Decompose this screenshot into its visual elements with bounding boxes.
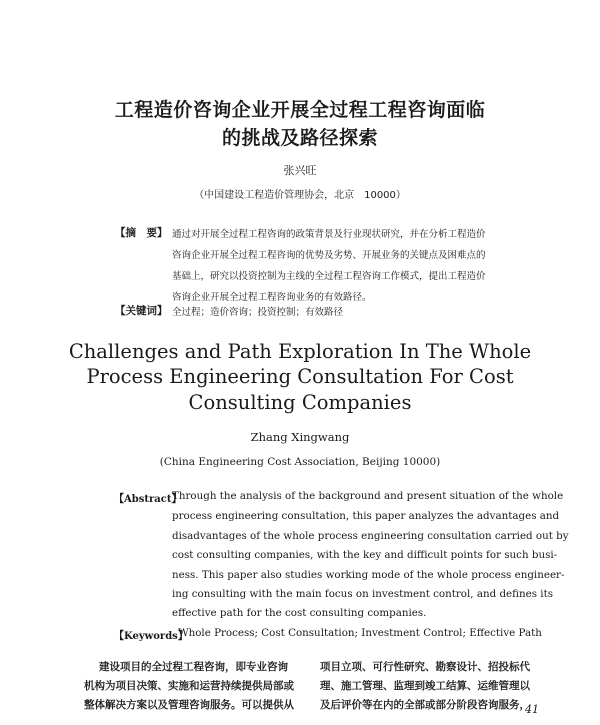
page-number: 41 [525, 703, 539, 716]
cn-abstract-line: 咨询企业开展全过程工程咨询的优势及劣势、开展业务的关键点及困难点的 [172, 250, 486, 261]
en-abstract-line: ing consulting with the main focus on investment control, and defines its [172, 588, 554, 600]
en-keywords-text: Whole Process; Cost Consultation; Investment Control; Effective Path [178, 627, 542, 639]
en-title-line-1: Challenges and Path Exploration In The Whole [68, 340, 532, 363]
en-title-line-2: Process Engineering Consultation For Cost [86, 365, 514, 388]
cn-abstract-line: 通过对开展全过程工程咨询的政策背景及行业现状研究，并在分析工程造价 [172, 229, 486, 240]
en-abstract-line: effective path for the cost consulting companies. [172, 607, 427, 619]
cn-abstract-label: 【摘 要】 [115, 227, 168, 239]
en-title-line-3: Consulting Companies [188, 391, 412, 414]
cn-keywords-label: 【关键词】 [115, 305, 168, 317]
body-left-line: 建设项目的全过程工程咨询，即专业咨询 [99, 661, 288, 673]
body-left-line: 整体解决方案以及管理咨询服务。可以提供从 [84, 699, 294, 711]
en-abstract-line: process engineering consultation, this paper analyzes the advantages and [172, 510, 560, 522]
body-right-line: 理、施工管理、监理到竣工结算、运维管理以 [320, 680, 530, 692]
cn-author: 张兴旺 [283, 164, 317, 177]
en-keywords-label: 【Keywords】 [114, 631, 188, 642]
en-abstract-line: cost consulting companies, with the key and difficult points for such busi- [172, 549, 558, 561]
cn-title-line-2: 的挑战及路径探索 [221, 127, 378, 149]
en-abstract-label: 【Abstract】 [114, 494, 182, 505]
cn-title-line-1: 工程造价咨询企业开展全过程工程咨询面临 [114, 99, 486, 121]
en-author: Zhang Xingwang [250, 430, 350, 444]
en-abstract-line: ness. This paper also studies working mode of the whole process engineer- [172, 569, 565, 581]
body-left-line: 机构为项目决策、实施和运营持续提供局部或 [84, 680, 294, 692]
cn-affiliation: （中国建设工程造价管理协会，北京 10000） [194, 190, 406, 201]
body-right-line: 及后评价等在内的全部或部分阶段咨询服务， [320, 699, 530, 711]
en-abstract-line: Through the analysis of the background and present situation of the whole [172, 490, 564, 502]
cn-keywords-text: 全过程；造价咨询；投资控制；有效路径 [172, 307, 344, 318]
body-right-line: 项目立项、可行性研究、勘察设计、招投标代 [320, 661, 530, 673]
cn-abstract-line: 基础上，研究以投资控制为主线的全过程工程咨询工作模式，提出工程造价 [172, 271, 486, 282]
en-affiliation: (China Engineering Cost Association, Beijing 10000) [159, 456, 441, 468]
en-abstract-line: disadvantages of the whole process engineering consultation carried out by [172, 530, 569, 542]
cn-abstract-line: 咨询企业开展全过程工程咨询业务的有效路径。 [172, 292, 372, 303]
